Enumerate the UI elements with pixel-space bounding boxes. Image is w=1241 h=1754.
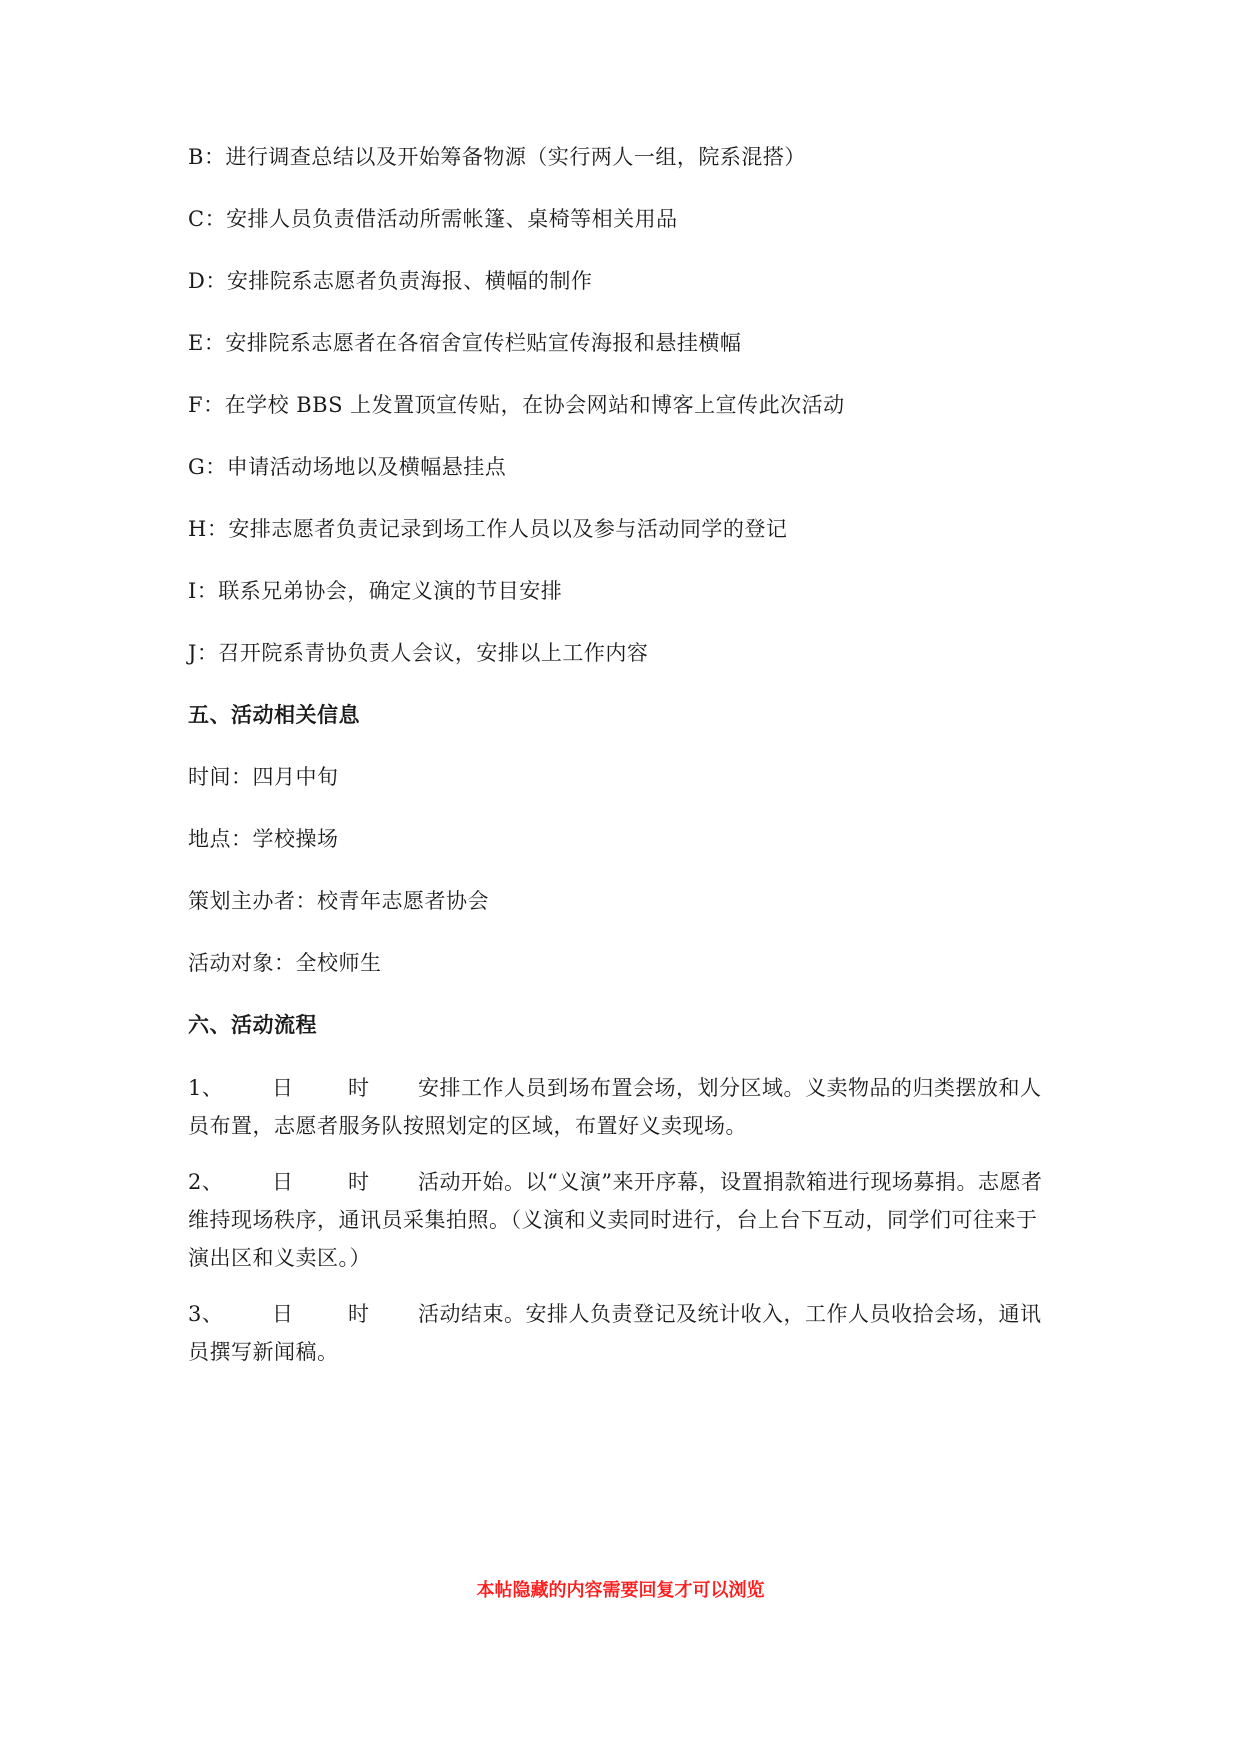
list-item-c: C：安排人员负责借活动所需帐篷、桌椅等相关用品 [188, 207, 678, 231]
list-item-h: H：安排志愿者负责记录到场工作人员以及参与活动同学的登记 [188, 517, 788, 541]
list-item-g: G：申请活动场地以及横幅悬挂点 [188, 455, 507, 479]
step-day: 日 [272, 1302, 294, 1326]
step-text: 活动结束。安排人负责登记及统计收入，工作人员收拾会场，通讯员撰写新闻稿。 [188, 1302, 1042, 1364]
section6-heading: 六、活动流程 [188, 1013, 317, 1037]
step-hour: 时 [348, 1302, 370, 1326]
list-item-d: D：安排院系志愿者负责海报、横幅的制作 [188, 269, 593, 293]
step-day: 日 [272, 1076, 294, 1100]
step-hour: 时 [348, 1170, 370, 1194]
step-number: 1、 [188, 1076, 224, 1100]
list-item-j: J：召开院系青协负责人会议，安排以上工作内容 [188, 641, 649, 665]
section5-heading: 五、活动相关信息 [188, 703, 360, 727]
step-day: 日 [272, 1170, 294, 1194]
step-number: 2、 [188, 1170, 224, 1194]
process-step-2 [188, 1163, 1058, 1277]
list-item-f: F：在学校 BBS 上发置顶宣传贴，在协会网站和博客上宣传此次活动 [188, 393, 845, 417]
step-hour: 时 [348, 1076, 370, 1100]
step-text: 安排工作人员到场布置会场，划分区域。义卖物品的归类摆放和人员布置，志愿者服务队按照划定的区域，布置好义卖现场。 [188, 1076, 1042, 1138]
process-step-1 [188, 1069, 1058, 1145]
list-item-i: I：联系兄弟协会，确定义演的节目安排 [188, 579, 563, 603]
process-step-3 [188, 1295, 1058, 1371]
step-text: 活动开始。以“义演”来开序幕，设置捐款箱进行现场募捐。志愿者维持现场秩序，通讯员采集拍照。（义演和义卖同时进行，台上台下互动，同学们可往来于演出区和义卖区。） [188, 1170, 1043, 1270]
info-audience: 活动对象：全校师生 [188, 951, 382, 975]
hidden-content-notice[interactable]: 本帖隐藏的内容需要回复才可以浏览 [476, 1580, 765, 1601]
info-place: 地点：学校操场 [188, 827, 339, 851]
info-time: 时间：四月中旬 [188, 765, 339, 789]
info-organizer: 策划主办者：校青年志愿者协会 [188, 889, 489, 913]
step-number: 3、 [188, 1302, 224, 1326]
list-item-e: E：安排院系志愿者在各宿舍宣传栏贴宣传海报和悬挂横幅 [188, 331, 742, 355]
list-item-b: B：进行调查总结以及开始筹备物源（实行两人一组，院系混搭） [188, 145, 806, 169]
